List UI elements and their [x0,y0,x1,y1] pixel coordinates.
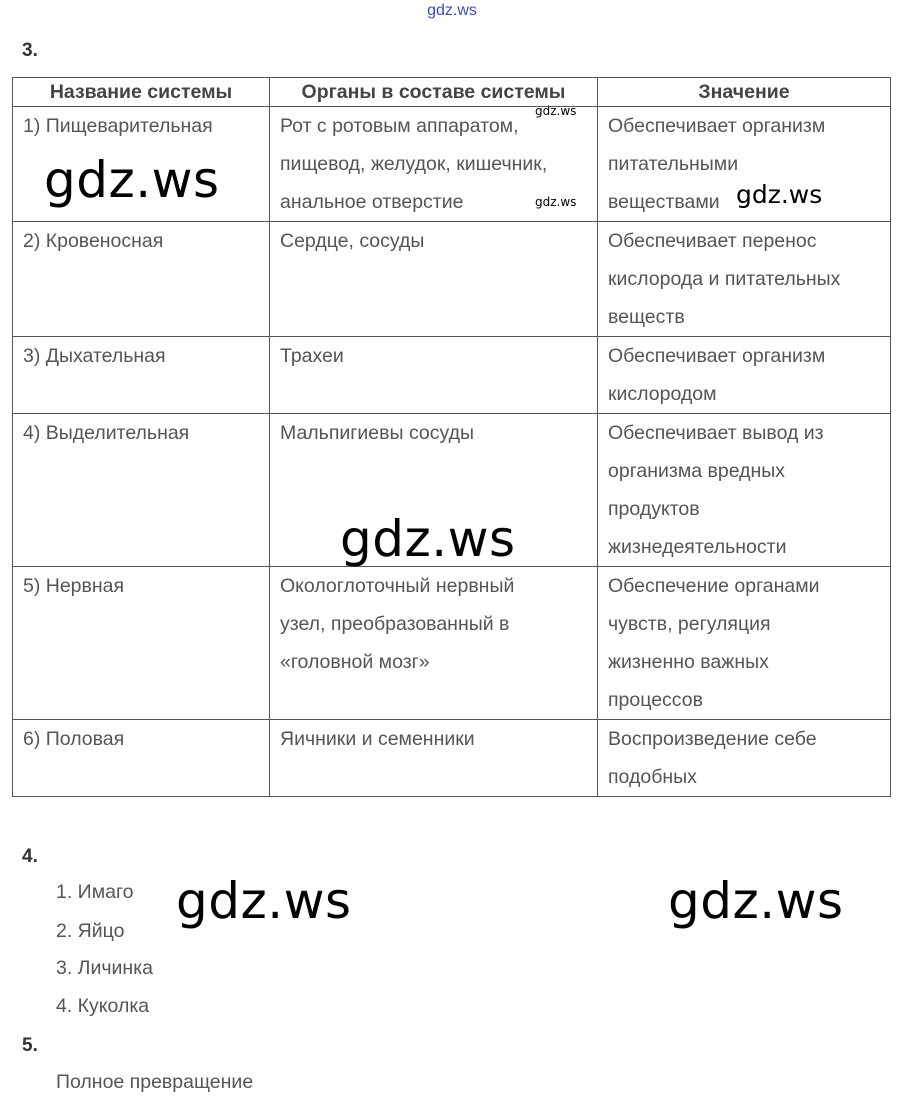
system-meaning [598,720,891,797]
organs-line: Сердце, сосуды [280,230,425,252]
list-item: 4. Куколка [56,995,150,1017]
system-organs [270,337,598,414]
system-organs [270,222,598,337]
system-name: 5) Нервная [13,567,270,720]
system-meaning [598,337,891,414]
header-system: Название системы [13,78,270,107]
task-5-answer: Полное превращение [56,1071,254,1093]
system-name: 1) Пищеварительная [13,107,270,222]
watermark-top: gdz.ws [427,2,477,19]
header-meaning: Значение [598,78,891,107]
organs-line: Мальпигиевы сосуды [280,422,475,444]
watermark-small: gdz.ws [535,195,577,209]
table-row [13,567,891,720]
meaning-line: Обеспечивает перенос [608,230,817,252]
organs-line: узел, преобразованный в [280,613,510,635]
meaning-line: организма вредных [608,460,786,482]
system-name: 6) Половая [13,720,270,797]
table-row [13,720,891,797]
system-organs [270,720,598,797]
organs-line: Яичники и семенники [280,728,475,750]
watermark-medium: gdz.ws [736,180,823,209]
table-header-row [13,78,891,107]
task-3-number: 3. [22,40,38,61]
list-item: 2. Яйцо [56,920,125,942]
meaning-line: подобных [608,766,697,788]
watermark-small: gdz.ws [535,104,577,118]
table-row [13,337,891,414]
organs-line: Окологлоточный нервный [280,575,515,597]
meaning-line: Обеспечивает организм [608,345,826,367]
organs-line: «головной мозг» [280,651,430,673]
meaning-line: жизнедеятельности [608,536,787,558]
system-organs [270,567,598,720]
system-meaning [598,567,891,720]
system-name: 4) Выделительная [13,414,270,567]
meaning-line: веществами [608,191,720,213]
meaning-line: Обеспечивает вывод из [608,422,824,444]
watermark-large: gdz.ws [44,151,220,209]
organs-line: Рот с ротовым аппаратом, [280,115,519,137]
list-item: 1. Имаго [56,881,134,903]
meaning-line: жизненно важных [608,651,769,673]
meaning-line: кислородом [608,383,717,405]
task-5-number: 5. [22,1035,38,1056]
task-4-number: 4. [22,846,38,867]
organs-line: пищевод, желудок, кишечник, [280,153,548,175]
meaning-line: Обеспечивает организм [608,115,826,137]
table-row [13,222,891,337]
meaning-line: Обеспечение органами [608,575,820,597]
meaning-line: веществ [608,306,685,328]
system-name: 2) Кровеносная [13,222,270,337]
header-organs: Органы в составе системы [270,78,598,107]
meaning-line: питательными [608,153,739,175]
organs-line: Трахеи [280,345,344,367]
system-name: 3) Дыхательная [13,337,270,414]
system-meaning [598,414,891,567]
meaning-line: Воспроизведение себе [608,728,817,750]
watermark-large: gdz.ws [340,510,516,568]
meaning-line: процессов [608,689,703,711]
list-item: 3. Личинка [56,957,153,979]
organs-line: анальное отверстие [280,191,464,213]
meaning-line: продуктов [608,498,700,520]
watermark-large: gdz.ws [176,872,352,930]
system-meaning [598,222,891,337]
meaning-line: кислорода и питательных [608,268,841,290]
meaning-line: чувств, регуляция [608,613,771,635]
watermark-large: gdz.ws [668,872,844,930]
